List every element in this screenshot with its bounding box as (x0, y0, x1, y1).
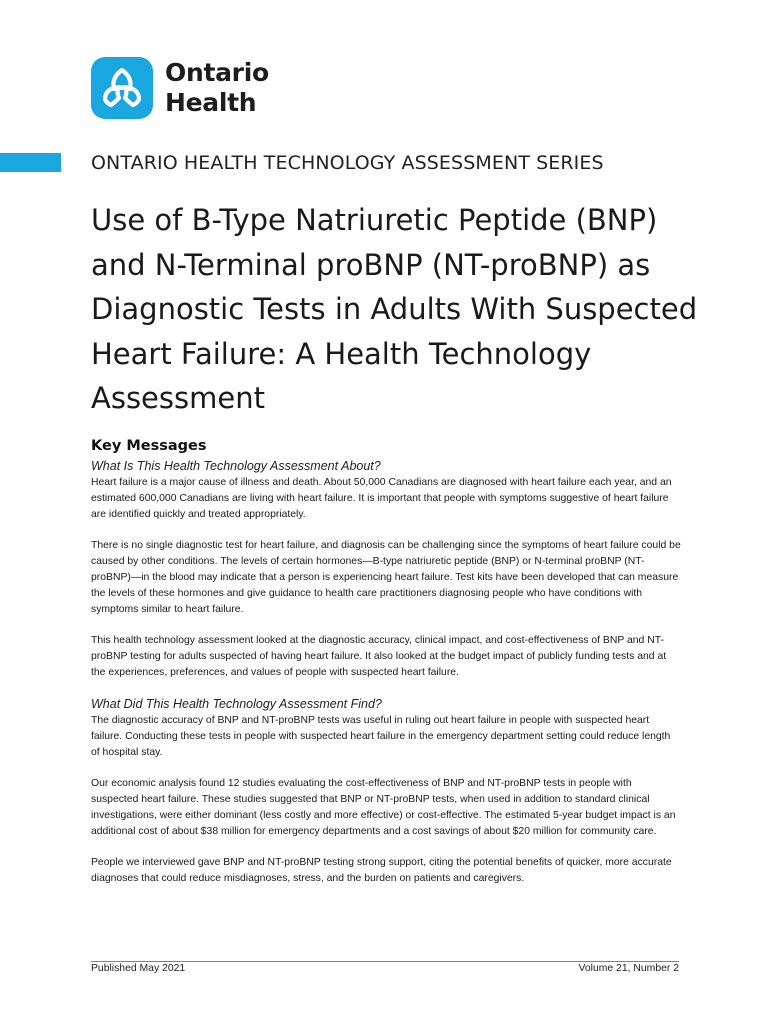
document-title: Use of B-Type Natriuretic Peptide (BNP) and N-Terminal proBNP (NT-proBNP) as Diagnostic Tests in Adults With Suspected Heart Failure: A Health Technology Assessment (91, 203, 698, 415)
paragraph: People we interviewed gave BNP and NT-proBNP testing strong support, citing the potential benefits of quicker, more accurate diagnoses that could reduce misdiagnoses, stress, and the burden on patients and caregivers. (91, 857, 672, 884)
brand-name-line1: Ontario (165, 58, 269, 87)
publication-date: Published May 2021 (91, 963, 186, 974)
key-messages-heading: Key Messages (91, 438, 207, 454)
brand-name (165, 58, 269, 118)
footer-divider (91, 961, 679, 962)
series-title: ONTARIO HEALTH TECHNOLOGY ASSESSMENT SERIES (91, 152, 604, 174)
ontario-health-logo (91, 57, 269, 119)
brand-name-line2: Health (165, 88, 257, 117)
section-heading-findings: What Did This Health Technology Assessment Find? (91, 697, 382, 711)
accent-bar (0, 153, 61, 172)
paragraph: There is no single diagnostic test for heart failure, and diagnosis can be challenging since the symptoms of heart failure could be caused by other conditions. The levels of certain hormones—B-type natriuretic peptide (BNP) or N-terminal proBNP (NT-proBNP)—in the blood may indicate that a person is experiencing heart failure. Test kits have been developed that can measure the levels of these hormones and give guidance to health care practitioners diagnosing people who have conditions with symptoms similar to heart failure. (91, 540, 681, 615)
paragraph: The diagnostic accuracy of BNP and NT-proBNP tests was useful in ruling out heart failure in people with suspected heart failure. Conducting these tests in people with suspected heart failure in the emergency department setting could reduce length of hospital stay. (91, 715, 671, 758)
paragraph: Our economic analysis found 12 studies evaluating the cost-effectiveness of BNP and NT-proBNP tests in people with suspected heart failure. These studies suggested that BNP or NT-proBNP tests, when used in addition to standard clinical investigations, were either dominant (less costly and more effective) or cost-effective. The estimated 5-year budget impact is an additional cost of about $38 million for emergency departments and a cost savings of about $20 million for community care. (91, 778, 676, 837)
volume-number: Volume 21, Number 2 (578, 963, 679, 974)
key-messages-section (91, 436, 681, 902)
paragraph: Heart failure is a major cause of illness and death. About 50,000 Canadians are diagnosed with heart failure each year, and an estimated 600,000 Canadians are living with heart failure. It is important that people with symptoms suggestive of heart failure are identified quickly and treated appropriately. (91, 477, 672, 520)
paragraph: This health technology assessment looked at the diagnostic accuracy, clinical impact, and cost-effectiveness of BNP and NT-proBNP testing for adults suspected of having heart failure. It also looked at the budget impact of publicly funding tests and at the experiences, preferences, and values of people with suspected heart failure. (91, 635, 667, 678)
trillium-logo-icon (91, 57, 153, 119)
section-heading-about: What Is This Health Technology Assessment About? (91, 459, 381, 473)
